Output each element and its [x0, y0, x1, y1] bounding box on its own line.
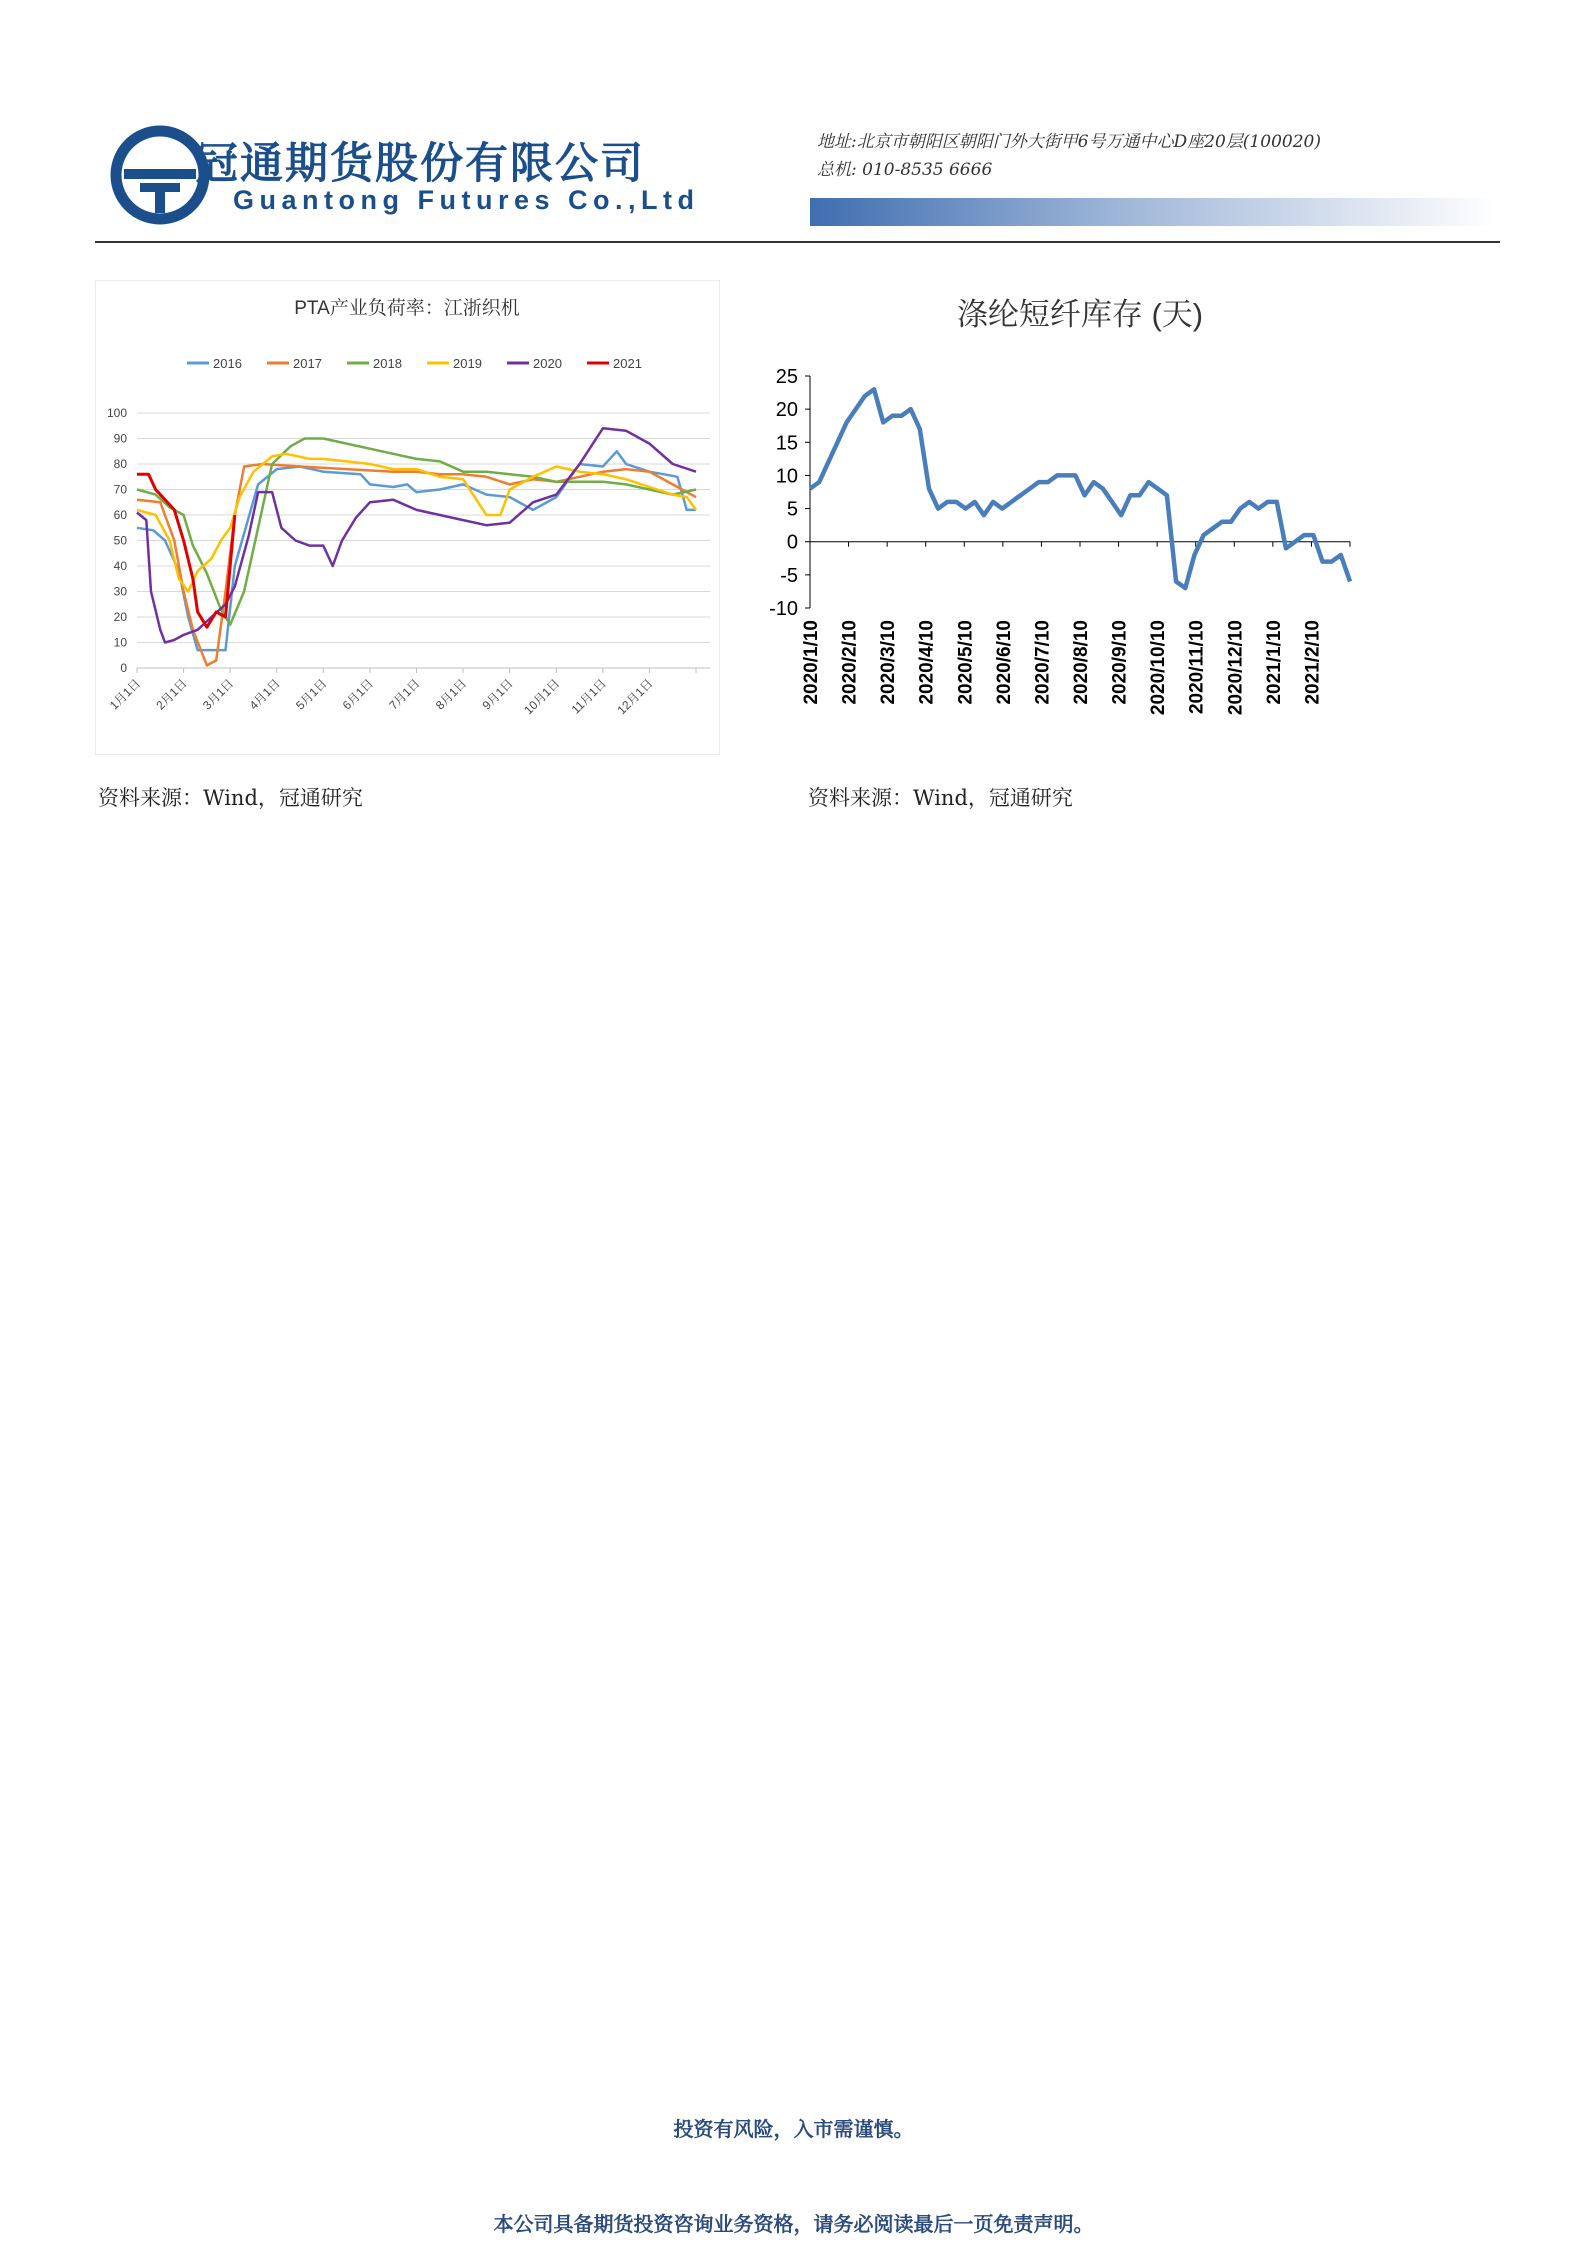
- x-tick-label: 2020/3/10: [878, 620, 900, 705]
- y-tick-label: 5: [786, 498, 798, 521]
- legend-label-2016: 2016: [213, 356, 242, 371]
- right-chart-source: 资料来源：Wind，冠通研究: [808, 786, 1073, 810]
- y-tick-label: 70: [113, 482, 127, 497]
- x-tick-label: 2020/7/10: [1032, 620, 1054, 705]
- y-tick-label: 15: [775, 432, 798, 455]
- x-tick-label: 2020/8/10: [1071, 620, 1092, 705]
- x-tick-label: 9月1日: [479, 676, 516, 713]
- x-tick-label: 2020/2/10: [839, 620, 861, 705]
- legend-label-2019: 2019: [453, 356, 482, 371]
- legend-label-2017: 2017: [293, 356, 322, 371]
- legend-label-2018: 2018: [373, 356, 402, 371]
- y-tick-label: 80: [113, 457, 127, 471]
- header-gradient-bar: [810, 198, 1498, 226]
- x-tick-label: 2020/11/10: [1186, 620, 1208, 715]
- y-tick-label: 60: [113, 508, 127, 522]
- legend-label-2021: 2021: [613, 356, 642, 371]
- y-tick-label: 40: [113, 559, 127, 573]
- y-tick-label: 90: [113, 431, 127, 446]
- chart-title: PTA产业负荷率：江浙织机: [294, 298, 520, 319]
- y-tick-label: 0: [120, 661, 127, 675]
- x-tick-label: 5月1日: [293, 676, 330, 713]
- chart-title: 涤纶短纤库存 (天): [956, 297, 1204, 332]
- y-tick-label: 100: [106, 406, 127, 420]
- right-chart: [750, 280, 1370, 750]
- x-tick-label: 12月1日: [614, 676, 656, 718]
- x-tick-label: 11月1日: [568, 676, 609, 717]
- y-tick-label: 0: [786, 531, 798, 554]
- x-tick-label: 2020/6/10: [993, 620, 1015, 705]
- x-tick-label: 2020/12/10: [1225, 620, 1247, 716]
- x-tick-label: 2020/10/10: [1148, 620, 1170, 716]
- x-tick-label: 2月1日: [153, 676, 190, 713]
- x-tick-label: 4月1日: [246, 676, 283, 713]
- y-tick-label: 25: [775, 366, 798, 388]
- pta-load-chart: [95, 280, 720, 755]
- x-tick-label: 8月1日: [432, 676, 470, 713]
- left-chart-source: 资料来源：Wind，冠通研究: [98, 786, 363, 810]
- x-tick-label: 6月1日: [339, 676, 377, 713]
- x-tick-label: 2020/4/10: [916, 620, 938, 705]
- left-chart: [95, 280, 720, 755]
- disclaimer-notice: 本公司具备期货投资咨询业务资格，请务必阅读最后一页免责声明。: [493, 2212, 1094, 2236]
- x-tick-label: 2021/1/10: [1263, 620, 1285, 705]
- risk-notice: 投资有风险，入市需谨慎。: [673, 2117, 914, 2141]
- y-tick-label: -5: [780, 564, 798, 587]
- x-tick-label: 2020/1/10: [801, 620, 822, 705]
- y-tick-label: -10: [769, 598, 798, 620]
- x-tick-label: 10月1日: [521, 676, 563, 718]
- x-tick-label: 2020/5/10: [955, 620, 977, 705]
- header-divider: [95, 241, 1500, 243]
- series-line-inventory: [810, 389, 1350, 588]
- company-address: 地址:北京市朝阳区朝阳门外大街甲6号万通中心D座20层(100020): [817, 132, 1321, 152]
- x-tick-label: 3月1日: [199, 676, 237, 713]
- y-tick-label: 10: [113, 635, 127, 650]
- y-tick-label: 30: [113, 584, 127, 599]
- company-name-cn: 冠通期货股份有限公司: [195, 139, 645, 189]
- y-tick-label: 20: [775, 399, 798, 422]
- y-tick-label: 20: [113, 610, 127, 624]
- x-tick-label: 2020/9/10: [1109, 620, 1131, 705]
- polyester-staple-inventory-chart: [750, 280, 1370, 750]
- legend-label-2020: 2020: [533, 356, 562, 371]
- company-name-en: Guantong Futures Co.,Ltd: [233, 185, 700, 215]
- x-tick-label: 7月1日: [386, 676, 423, 713]
- y-tick-label: 10: [775, 465, 798, 488]
- company-phone: 总机: 010-8535 6666: [817, 160, 993, 180]
- x-tick-label: 1月1日: [106, 676, 144, 713]
- y-tick-label: 50: [113, 533, 127, 548]
- x-tick-label: 2021/2/10: [1302, 620, 1324, 705]
